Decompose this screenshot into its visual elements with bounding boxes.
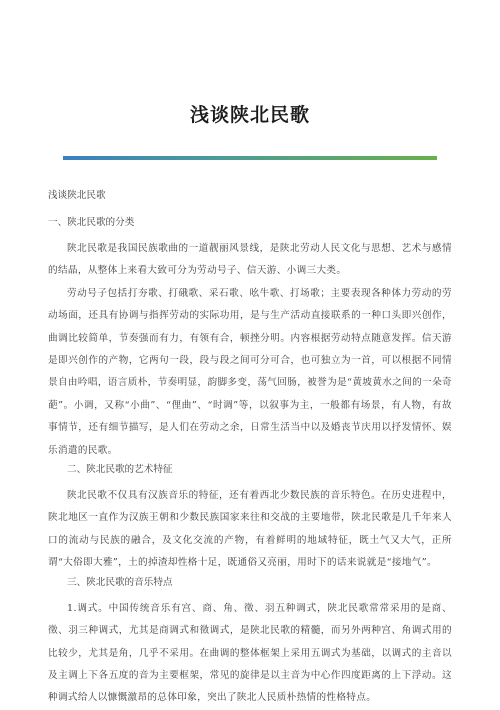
section-3-paragraph-1: 1.调式。中国传统音乐有宫、商、角、徵、羽五种调式，陕北民歌常常采用的是商、徵、羽三种调式，尤其是商调式和徵调式，是陕北民歌的精髓，而另外两种宫、角调式用的比较少，尤其是角，几乎不采用。在曲调的整体框架上采用五调式为基础，以调式的主音以及主调上下各五度的音为主要框架，常见的旋律是以主音为中心作四度距离的上下浮动。这种调式给人以慷慨激昂的总体印象，突出了陕北人民质朴热情的性格特点。 [48,602,452,704]
document-body [48,190,452,710]
document-title: 浅谈陕北民歌 [189,104,310,126]
section-heading-2: 二、陕北民歌的艺术特征 [67,464,173,476]
section-1-paragraph-2: 劳动号子包括打夯歌、打硪歌、采石歌、吆牛歌、打场歌；主要表现各种体力劳动的劳动场面，还具有协调与指挥劳动的实际功用，是与生产活动直接联系的一种口头即兴创作，曲调比较简单，节奏强而有力，有领有合，顿挫分明。内容根据劳动特点随意发挥。信天游是即兴创作的产物，它两句一段，段与段之间可分可合，也可独立为一首，可以根据不同情景自由吟唱，语言质朴，节奏明显，韵脚多变，荡气回肠，被誉为是“黄坡黄水之间的一朵奇葩”。小调，又称“小曲”、“俚曲”、“时调”等，以叙事为主，一般都有场景，有人物，有故事情节，还有细节描写，是人们在劳动之余，日常生活当中以及婚丧节庆用以抒发情怀、娱乐消遣的民歌。 [48,287,452,456]
section-1-paragraph-1: 陕北民歌是我国民族歌曲的一道靓丽风景线，是陕北劳动人民文化与思想、艺术与感情的结晶，从整体上来看大致可分为劳动号子、信天游、小调三大类。 [48,243,452,277]
title-divider [63,156,437,160]
section-heading-1: 一、陕北民歌的分类 [48,217,135,228]
document-label: 浅谈陕北民歌 [48,190,106,201]
section-heading-3: 三、陕北民歌的音乐特点 [67,576,173,588]
section-2-paragraph-1: 陕北民歌不仅具有汉族音乐的特征，还有着西北少数民族的音乐特色。在历史进程中，陕北地区一直作为汉族王朝和少数民族国家来往和交战的主要地带，陕北民歌是几千年来人口的流动与民族的融合，及文化交流的产物，有着鲜明的地域特征，既土气又大气，正所谓“大俗即大雅”，土的掉渣却性格十足，既通俗又亮丽，用时下的话来说就是“接地气”。 [48,490,452,569]
